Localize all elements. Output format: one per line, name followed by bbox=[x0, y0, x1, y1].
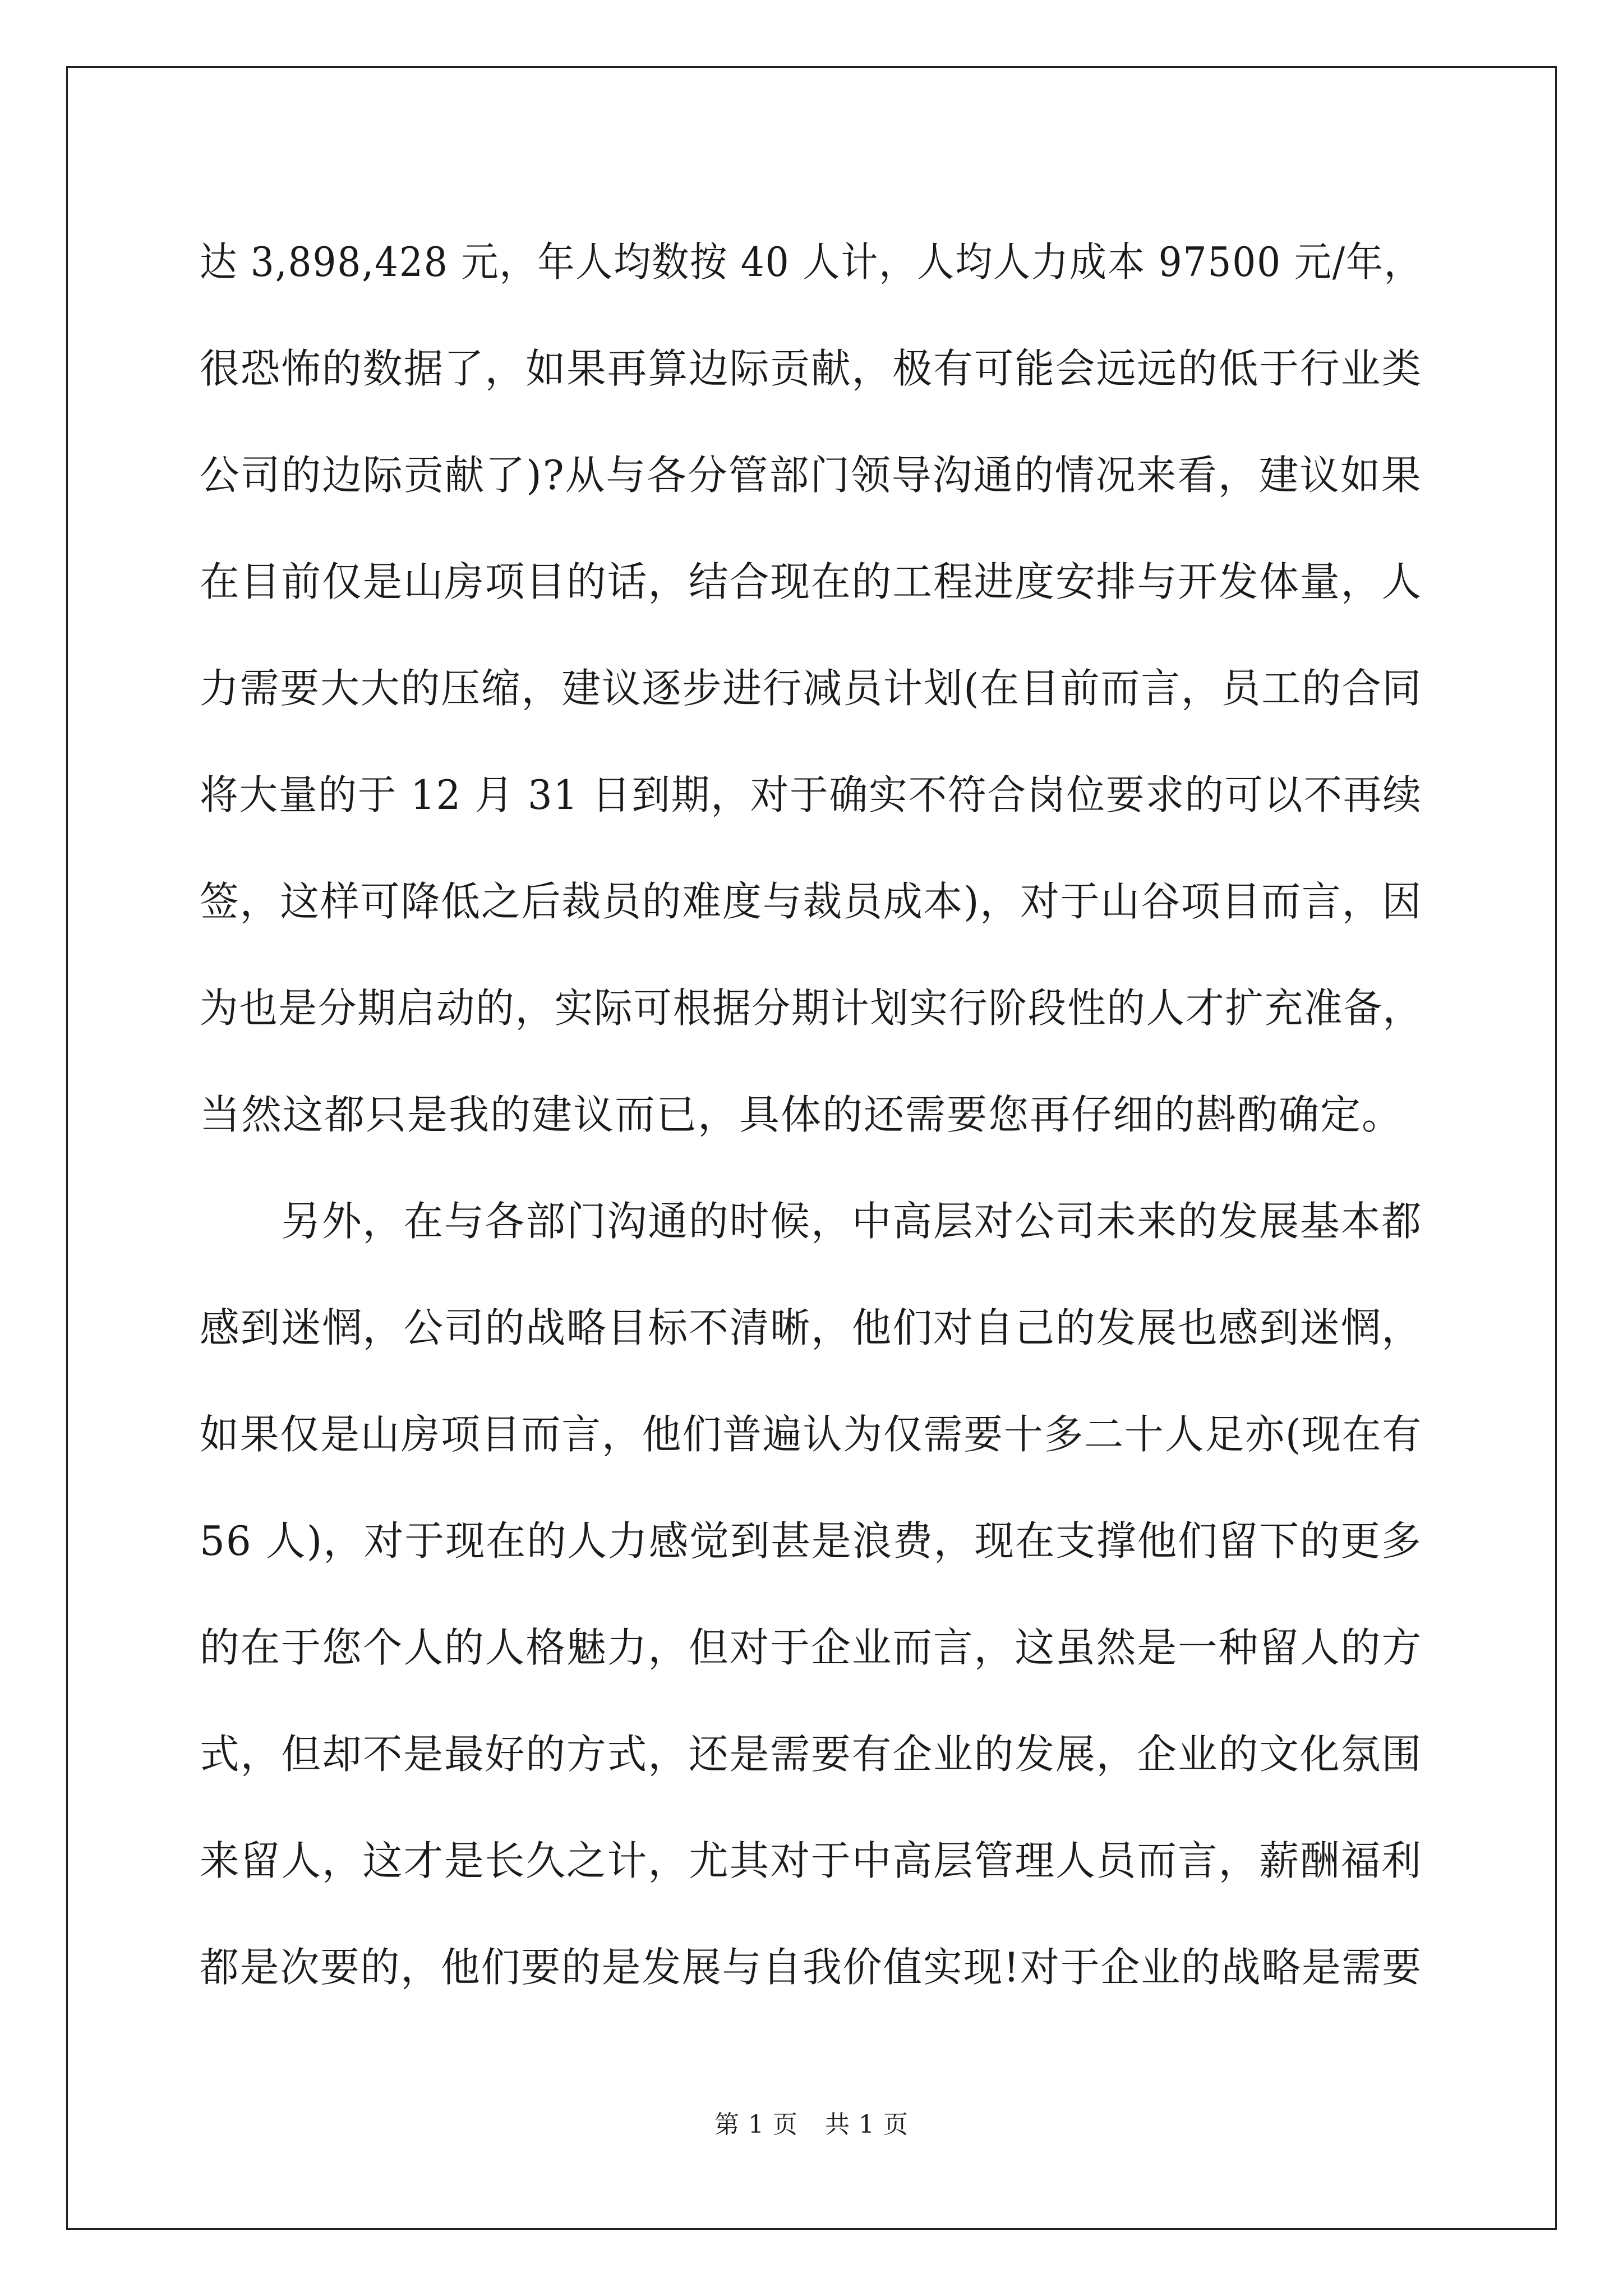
page-total: 共 1 页 bbox=[825, 2110, 909, 2139]
text-line: 很恐怖的数据了，如果再算边际贡献，极有可能会远远的低于行业类 bbox=[200, 345, 1423, 392]
text-line: 达 3,898,428 元，年人均数按 40 人计，人均人力成本 97500 元/年， bbox=[200, 238, 1422, 286]
text-line: 在目前仅是山房项目的话，结合现在的工程进度安排与开发体量，人 bbox=[200, 558, 1423, 605]
text-line: 来留人，这才是长久之计，尤其对于中高层管理人员而言，薪酬福利 bbox=[200, 1837, 1423, 1884]
paragraph-first-line: 另外，在与各部门沟通的时候，中高层对公司未来的发展基本都 bbox=[281, 1198, 1423, 1245]
text-line: 为也是分期启动的，实际可根据分期计划实行阶段性的人才扩充准备， bbox=[200, 984, 1423, 1032]
page-number: 第 1 页 bbox=[714, 2110, 798, 2139]
text-line: 56 人)，对于现在的人力感觉到甚是浪费，现在支撑他们留下的更多 bbox=[200, 1517, 1422, 1565]
text-line: 如果仅是山房项目而言，他们普遍认为仅需要十多二十人足亦(现在有 bbox=[200, 1411, 1423, 1458]
text-line: 签，这样可降低之后裁员的难度与裁员成本)，对于山谷项目而言，因 bbox=[200, 878, 1423, 925]
text-line: 的在于您个人的人格魅力，但对于企业而言，这虽然是一种留人的方 bbox=[200, 1624, 1423, 1671]
text-line: 式，但却不是最好的方式，还是需要有企业的发展，企业的文化氛围 bbox=[200, 1731, 1423, 1778]
text-line: 力需要大大的压缩，建议逐步进行减员计划(在目前而言，员工的合同 bbox=[200, 665, 1423, 712]
text-line: 公司的边际贡献了)?从与各分管部门领导沟通的情况来看，建议如果 bbox=[200, 452, 1422, 499]
document-body bbox=[200, 209, 1422, 2021]
text-line: 将大量的于 12 月 31 日到期，对于确实不符合岗位要求的可以不再续 bbox=[200, 771, 1422, 818]
text-line: 感到迷惘，公司的战略目标不清晰，他们对自己的发展也感到迷惘， bbox=[200, 1304, 1423, 1351]
page-footer bbox=[0, 2108, 1623, 2142]
text-line: 当然这都只是我的建议而已，具体的还需要您再仔细的斟酌确定。 bbox=[200, 1091, 1404, 1138]
text-line: 都是次要的，他们要的是发展与自我价值实现!对于企业的战略是需要 bbox=[200, 1944, 1422, 1991]
